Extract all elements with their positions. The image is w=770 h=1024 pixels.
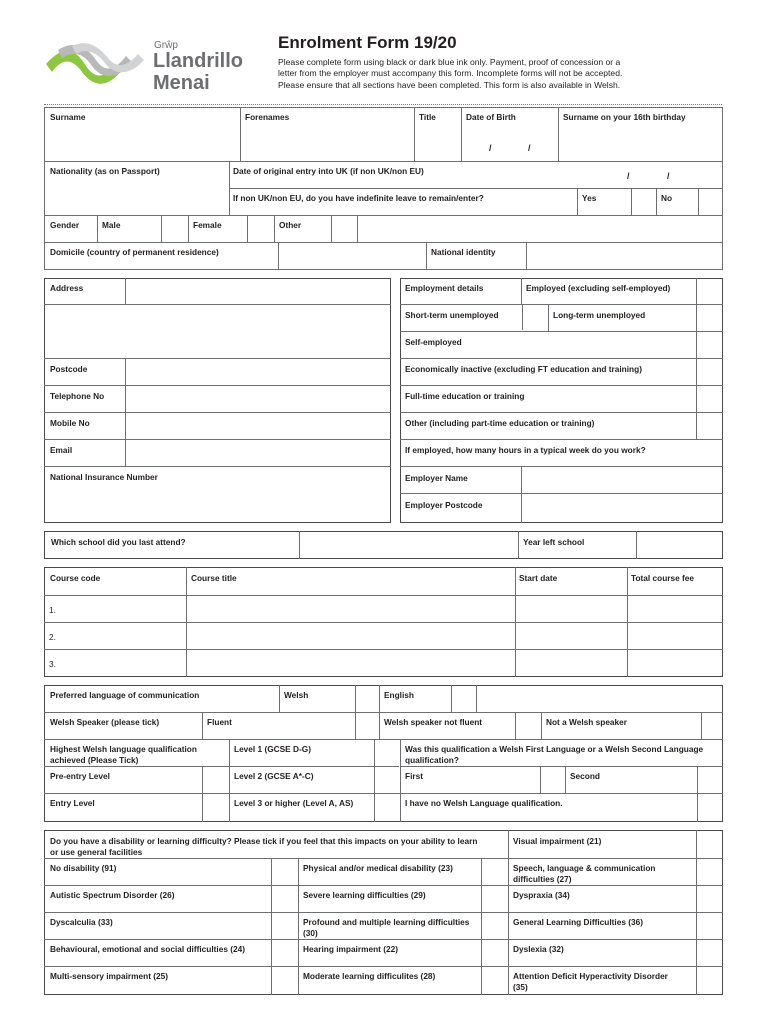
fluent-checkbox[interactable]	[356, 713, 378, 738]
intro-line: Please ensure that all sections have been completed. This form is also available in Welsh.	[278, 79, 621, 90]
course-row-number: 1.	[49, 605, 56, 615]
male-label: Male	[102, 220, 121, 230]
level1-label: Level 1 (GCSE D-G)	[234, 744, 311, 754]
general-label: General Learning Difficulties (36)	[513, 917, 644, 927]
no-label: No	[661, 193, 673, 203]
speech-label: Speech, language & communication difficulties (27)	[513, 863, 656, 884]
intro-line: letter from the employer must accompany this form. Incomplete forms will not be accepted.	[278, 68, 623, 79]
speech-checkbox[interactable]	[697, 859, 722, 884]
entry-date-field[interactable]	[578, 162, 722, 187]
long-term-label: Long-term unemployed	[553, 310, 646, 320]
level2-label: Level 2 (GCSE A*-C)	[234, 771, 314, 781]
other-employment-checkbox[interactable]	[697, 413, 722, 438]
behavioural-checkbox[interactable]	[272, 940, 297, 965]
adhd-checkbox[interactable]	[697, 967, 722, 994]
inactive-checkbox[interactable]	[697, 359, 722, 384]
last-school-label: Which school did you last attend?	[51, 537, 186, 547]
date-separator: /	[667, 171, 670, 181]
moderate-label: Moderate learning difficulites (28)	[303, 971, 436, 981]
adhd-label: Attention Deficit Hyperactivity Disorder (35)	[513, 971, 668, 992]
dob-field[interactable]	[462, 126, 557, 160]
ni-number-field[interactable]	[45, 485, 390, 522]
yes-label: Yes	[582, 193, 597, 203]
telephone-field[interactable]	[126, 386, 390, 411]
multisensory-label: Multi-sensory impairment (25)	[50, 971, 169, 981]
fulltime-edu-label: Full-time education or training	[405, 391, 525, 401]
english-label: English	[384, 690, 414, 700]
brand-small-text: Grŵp	[154, 40, 178, 51]
employed-label: Employed (excluding self-employed)	[526, 283, 671, 293]
profound-checkbox[interactable]	[482, 913, 507, 938]
last-school-field[interactable]	[300, 532, 517, 558]
intro-line: Please complete form using black or dark blue ink only. Payment, proof of concession or a	[278, 57, 621, 67]
mobile-label: Mobile No	[50, 418, 90, 428]
fluent-label: Fluent	[207, 717, 232, 727]
no-checkbox[interactable]	[699, 189, 722, 214]
other-gender-checkbox[interactable]	[332, 216, 356, 241]
profound-label: Profound and multiple learning difficulties (30)	[303, 917, 470, 938]
not-welsh-checkbox[interactable]	[702, 713, 722, 738]
course-fee-header: Total course fee	[631, 573, 695, 583]
hours-label: If employed, how many hours in a typical week do you work?	[405, 445, 646, 455]
date-separator: /	[489, 143, 492, 153]
short-term-checkbox[interactable]	[522, 305, 547, 330]
date-separator: /	[627, 171, 630, 181]
english-checkbox[interactable]	[452, 686, 475, 711]
female-label: Female	[193, 220, 222, 230]
employed-checkbox[interactable]	[697, 279, 722, 303]
gender-label: Gender	[50, 220, 80, 230]
welsh-label: Welsh	[284, 690, 309, 700]
autistic-checkbox[interactable]	[272, 886, 297, 911]
email-label: Email	[50, 445, 73, 455]
address-field[interactable]	[126, 279, 390, 357]
mobile-field[interactable]	[126, 413, 390, 438]
inactive-label: Economically inactive (excluding FT education and training)	[405, 364, 642, 374]
visual-checkbox[interactable]	[697, 831, 722, 857]
employer-name-label: Employer Name	[405, 473, 468, 483]
brand-line2-text: Menai	[153, 72, 210, 94]
postcode-field[interactable]	[126, 359, 390, 384]
multisensory-checkbox[interactable]	[272, 967, 297, 994]
not-welsh-label: Not a Welsh speaker	[546, 717, 628, 727]
dyslexia-checkbox[interactable]	[697, 940, 722, 965]
postcode-label: Postcode	[50, 364, 88, 374]
other-employment-label: Other (including part-time education or training)	[405, 418, 595, 428]
welsh-checkbox[interactable]	[356, 686, 378, 711]
course-code-header: Course code	[50, 573, 101, 583]
nationality-label: Nationality (as on Passport)	[50, 166, 160, 176]
not-fluent-checkbox[interactable]	[516, 713, 540, 738]
entry-date-label: Date of original entry into UK (if non UK/non EU)	[233, 166, 424, 176]
email-field[interactable]	[126, 440, 390, 465]
physical-label: Physical and/or medical disability (23)	[303, 863, 453, 873]
dyscalculia-checkbox[interactable]	[272, 913, 297, 938]
second-checkbox[interactable]	[698, 767, 722, 792]
entry-level-checkbox[interactable]	[203, 794, 228, 821]
self-employed-label: Self-employed	[405, 337, 462, 347]
level3-checkbox[interactable]	[375, 794, 399, 821]
domicile-label: Domicile (country of permanent residence)	[50, 247, 219, 257]
hearing-label: Hearing impairment (22)	[303, 944, 398, 954]
first-checkbox[interactable]	[541, 767, 564, 792]
dyscalculia-label: Dyscalculia (33)	[50, 917, 113, 927]
start-date-header: Start date	[519, 573, 558, 583]
male-checkbox[interactable]	[162, 216, 187, 241]
hearing-checkbox[interactable]	[482, 940, 507, 965]
college-logo	[44, 40, 254, 100]
self-employed-checkbox[interactable]	[697, 332, 722, 357]
other-gender-label: Other	[279, 220, 302, 230]
visual-label: Visual impairment (21)	[513, 836, 602, 846]
ni-number-label: National Insurance Number	[50, 472, 158, 482]
logo-wave-icon	[44, 42, 149, 92]
course-row[interactable]	[45, 623, 722, 648]
dyspraxia-label: Dyspraxia (34)	[513, 890, 570, 900]
title-field[interactable]	[415, 126, 460, 160]
course-row[interactable]	[45, 596, 722, 621]
brand-line1-text: Llandrillo	[153, 50, 243, 72]
form-intro	[278, 57, 698, 91]
section-divider	[44, 104, 722, 105]
not-fluent-label: Welsh speaker not fluent	[384, 717, 483, 727]
dyspraxia-checkbox[interactable]	[697, 886, 722, 911]
national-identity-label: National identity	[431, 247, 496, 257]
address-label: Address	[50, 283, 84, 293]
level1-checkbox[interactable]	[375, 740, 399, 765]
level2-checkbox[interactable]	[375, 767, 399, 792]
female-checkbox[interactable]	[248, 216, 273, 241]
severe-label: Severe learning difficulties (29)	[303, 890, 426, 900]
year-left-label: Year left school	[523, 537, 585, 547]
autistic-label: Autistic Spectrum Disorder (26)	[50, 890, 175, 900]
employer-name-field[interactable]	[522, 467, 722, 492]
employer-postcode-field[interactable]	[522, 494, 722, 522]
leave-question-label: If non UK/non EU, do you have indefinite leave to remain/enter?	[233, 193, 484, 203]
year-left-field[interactable]	[637, 532, 722, 558]
no-qual-label: I have no Welsh Language qualification.	[405, 798, 563, 808]
employer-postcode-label: Employer Postcode	[405, 500, 483, 510]
yes-checkbox[interactable]	[632, 189, 655, 214]
no-disability-checkbox[interactable]	[272, 859, 297, 884]
domicile-field[interactable]	[279, 243, 425, 269]
form-title: Enrolment Form 19/20	[278, 33, 457, 52]
forenames-field[interactable]	[241, 126, 413, 160]
surname-16-field[interactable]	[559, 126, 722, 160]
forenames-label: Forenames	[245, 112, 290, 122]
no-qual-checkbox[interactable]	[698, 794, 722, 821]
surname-16-label: Surname on your 16th birthday	[563, 112, 686, 122]
highest-qual-label: Highest Welsh language qualification achieved (Please Tick)	[50, 744, 197, 765]
telephone-label: Telephone No	[50, 391, 105, 401]
second-label: Second	[570, 771, 600, 781]
course-row[interactable]	[45, 650, 722, 676]
preferred-language-label: Preferred language of communication	[50, 690, 200, 700]
general-checkbox[interactable]	[697, 913, 722, 938]
hours-field[interactable]	[697, 440, 722, 465]
level3-label: Level 3 or higher (Level A, AS)	[234, 798, 354, 808]
surname-field[interactable]	[45, 126, 239, 160]
disability-question-label: Do you have a disability or learning difficulty? Please tick if you feel that this impacts on your ability to learn or use general facilities	[50, 836, 478, 857]
date-separator: /	[528, 143, 531, 153]
dob-label: Date of Birth	[466, 112, 516, 122]
fulltime-edu-checkbox[interactable]	[697, 386, 722, 411]
national-identity-field[interactable]	[527, 243, 722, 269]
nationality-field[interactable]	[45, 178, 228, 214]
physical-checkbox[interactable]	[482, 859, 507, 884]
dyslexia-label: Dyslexia (32)	[513, 944, 564, 954]
short-term-label: Short-term unemployed	[405, 310, 499, 320]
severe-checkbox[interactable]	[482, 886, 507, 911]
entry-level-label: Entry Level	[50, 798, 95, 808]
surname-label: Surname	[50, 112, 86, 122]
no-disability-label: No disability (91)	[50, 863, 117, 873]
first-label: First	[405, 771, 423, 781]
first-lang-question-label: Was this qualification a Welsh First Language or a Welsh Second Language qualification?	[405, 744, 704, 765]
course-title-header: Course title	[191, 573, 237, 583]
welsh-speaker-label: Welsh Speaker (please tick)	[50, 717, 160, 727]
pre-entry-checkbox[interactable]	[203, 767, 228, 792]
title-label: Title	[419, 112, 436, 122]
long-term-checkbox[interactable]	[697, 305, 722, 330]
course-row-number: 2.	[49, 632, 56, 642]
behavioural-label: Behavioural, emotional and social difficulties (24)	[50, 944, 246, 954]
course-row-number: 3.	[49, 659, 56, 669]
moderate-checkbox[interactable]	[482, 967, 507, 994]
employment-details-label: Employment details	[405, 283, 484, 293]
pre-entry-label: Pre-entry Level	[50, 771, 110, 781]
